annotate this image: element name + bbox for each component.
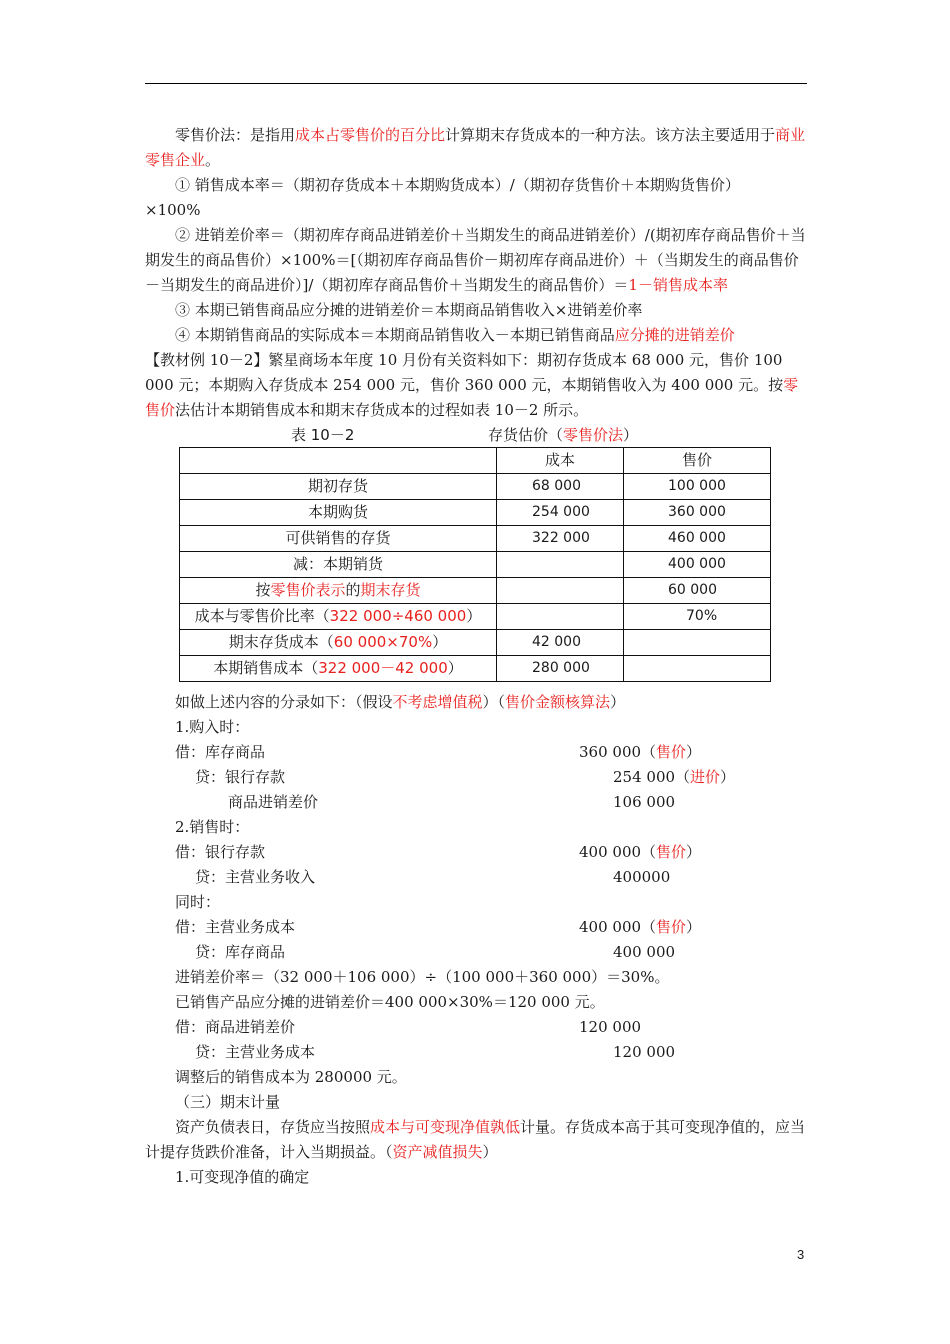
sale-heading: 2.销售时： [175, 818, 250, 836]
formula-2: ② 进销差价率＝（期初库存商品进销差价＋当期发生的商品进销差价）/(期初库存商品售价＋当期发生的商品售价）×100%＝[（期初库存商品售价－期初库存商品进价）＋（当期发生的商品售价－当期发生的商品进价）]/（期初库存商品售价＋当期发生的商品售价）＝1－销售成本率 [145, 226, 806, 294]
journal-entry-line: 贷：库存商品 400 000 [195, 943, 676, 961]
entries-intro: 如做上述内容的分录如下：（假设不考虑增值税）（售价金额核算法） [175, 693, 626, 711]
header-cost: 成本 [497, 448, 624, 474]
purchase-heading: 1.购入时： [175, 718, 250, 736]
journal-entry-line: 借：主营业务成本 400 000（售价） [175, 918, 702, 936]
adjusted-cost: 调整后的销售成本为 280000 元。 [175, 1068, 407, 1086]
journal-entry-line: 借：库存商品 360 000（售价） [175, 743, 702, 761]
journal-entry-line: 借：银行存款 400 000（售价） [175, 843, 702, 861]
table-row: 本期销售成本（322 000－42 000） 280 000 [180, 656, 771, 682]
journal-entry-line: 贷：主营业务成本 120 000 [195, 1043, 676, 1061]
header-price: 售价 [624, 448, 771, 474]
journal-entry-line: 借：商品进销差价 120 000 [175, 1018, 642, 1036]
table-row: 可供销售的存货 322 000 460 000 [180, 526, 771, 552]
table-row: 成本与零售价比率（322 000÷460 000） 70% [180, 604, 771, 630]
table-row: 减：本期销货 400 000 [180, 552, 771, 578]
journal-entry-line: 商品进销差价 106 000 [228, 793, 676, 811]
table-row: 期初存货 68 000 100 000 [180, 474, 771, 500]
example-paragraph: 【教材例 10－2】繁星商场本年度 10 月份有关资料如下：期初存货成本 68 000 元，售价 100 000 元；本期购入存货成本 254 000 元，售价 360 000 元，本期销售收入为 400 000 元。按零售价法估计本期销售成本和期末存货成本的过程如表 10－2 所示。 [145, 351, 799, 419]
formula-1-cont: ×100% [145, 201, 201, 219]
journal-entry-line: 贷：主营业务收入 400000 [195, 868, 671, 886]
table-row: 按零售价表示的期末存货 60 000 [180, 578, 771, 604]
formula-1: ① 销售成本率＝（期初存货成本＋本期购货成本）/（期初存货售价＋本期购货售价） [175, 176, 740, 194]
intro-paragraph: 零售价法：是指用成本占零售价的百分比计算期末存货成本的一种方法。该方法主要适用于商业零售企业。 [145, 126, 806, 169]
meanwhile-heading: 同时： [175, 893, 221, 911]
header-rule [145, 83, 807, 84]
table-number: 表 10－2 [291, 426, 355, 444]
section-heading: （三）期末计量 [175, 1093, 281, 1111]
page-content [145, 123, 807, 1190]
page-number: 3 [797, 1247, 805, 1262]
table-header-row [180, 448, 771, 474]
balance-paragraph: 资产负债表日，存货应当按照成本与可变现净值孰低计量。存货成本高于其可变现净值的，应当计提存货跌价准备，计入当期损益。（资产减值损失） [145, 1118, 806, 1161]
subsection-heading: 1.可变现净值的确定 [175, 1168, 310, 1186]
table-row: 本期购货 254 000 360 000 [180, 500, 771, 526]
formula-3: ③ 本期已销售商品应分摊的进销差价＝本期商品销售收入×进销差价率 [175, 301, 643, 319]
inventory-estimate-table [179, 447, 771, 682]
journal-entry-line: 贷：银行存款 254 000（进价） [195, 768, 736, 786]
table-title: 存货估价（零售价法） [488, 426, 639, 444]
allocation-calculation: 已销售产品应分摊的进销差价＝400 000×30%＝120 000 元。 [175, 993, 605, 1011]
rate-calculation: 进销差价率＝（32 000＋106 000）÷（100 000＋360 000）＝30%。 [175, 968, 670, 986]
table-caption [145, 423, 807, 447]
formula-4: ④ 本期销售商品的实际成本＝本期商品销售收入－本期已销售商品应分摊的进销差价 [175, 326, 735, 344]
table-row: 期末存货成本（60 000×70%） 42 000 [180, 630, 771, 656]
header-blank [180, 448, 497, 474]
